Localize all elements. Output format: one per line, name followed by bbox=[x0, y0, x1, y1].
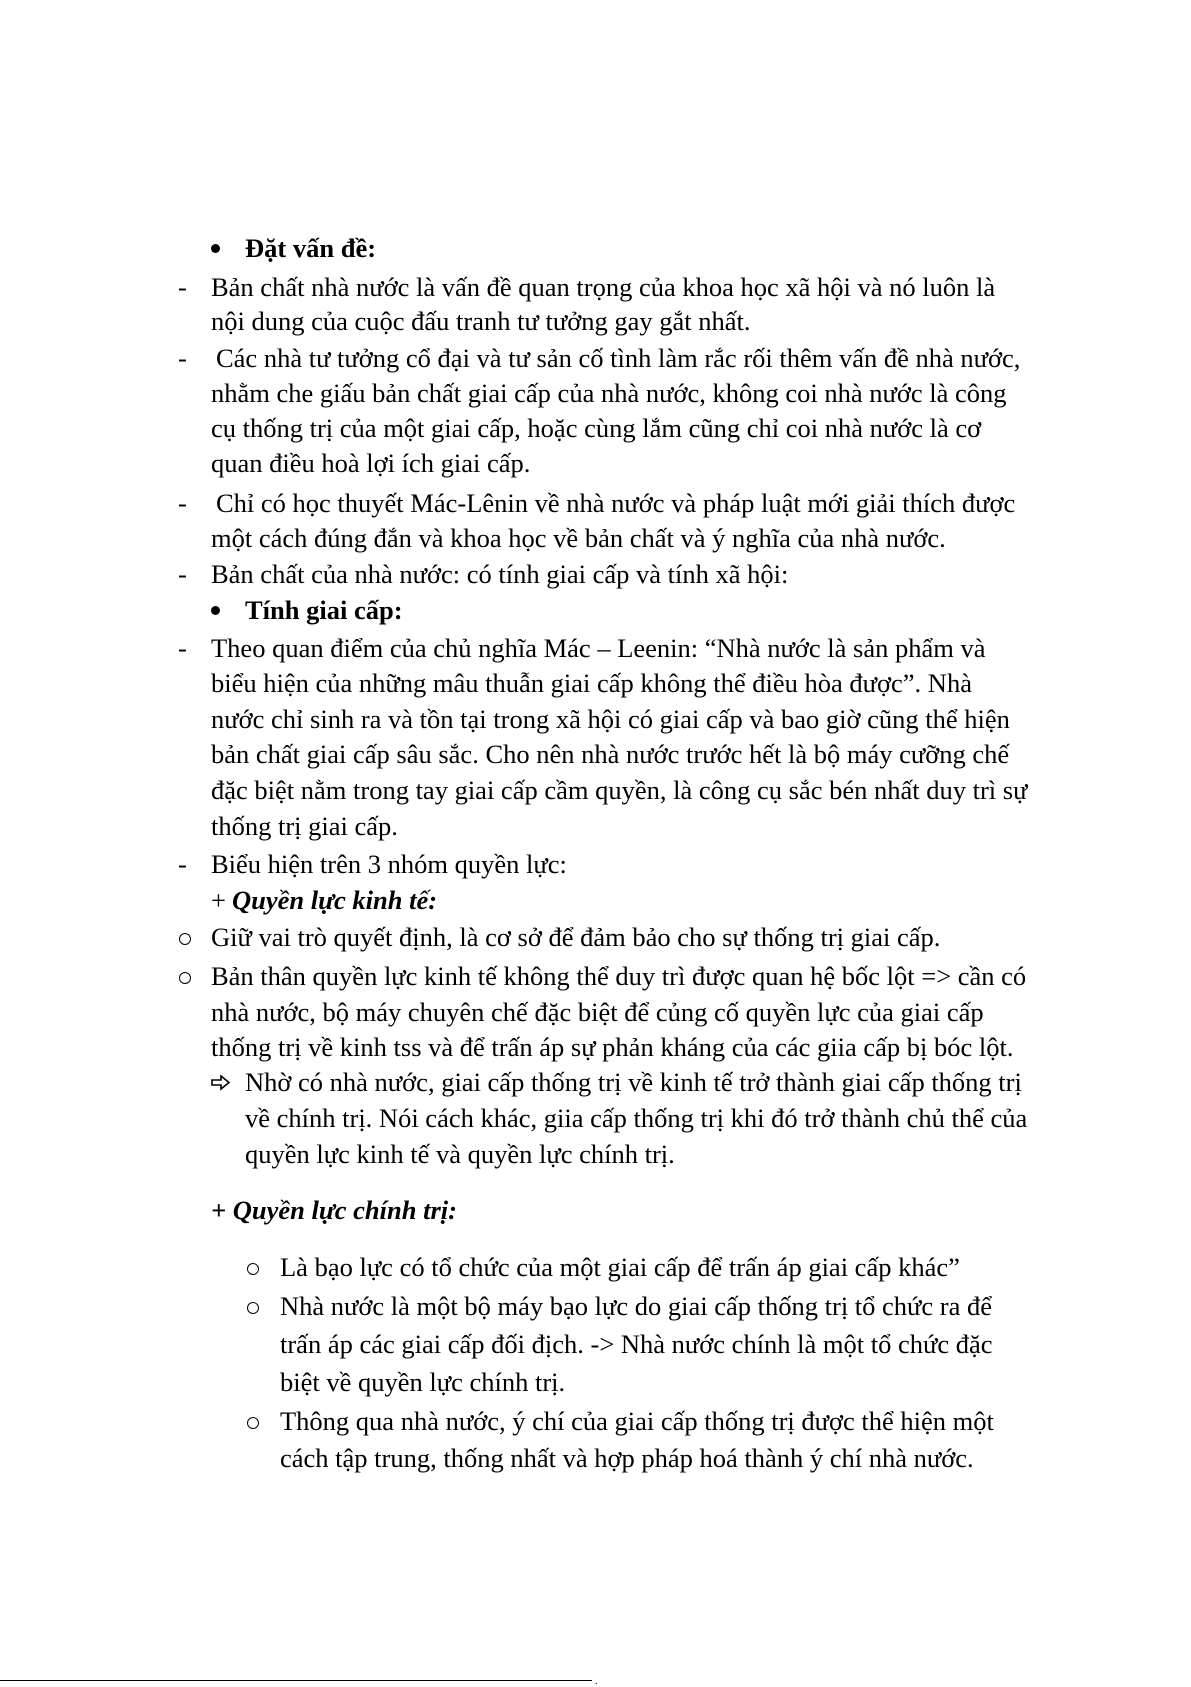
circle-bullet-icon bbox=[247, 1302, 259, 1314]
list-item-text: quyền lực kinh tế và quyền lực chính trị. bbox=[245, 1139, 675, 1169]
list-item bbox=[0, 1404, 1191, 1439]
list-item-text: quan điều hoà lợi ích giai cấp. bbox=[211, 448, 531, 478]
list-item-continuation bbox=[0, 995, 1191, 1030]
list-item-continuation bbox=[0, 809, 1191, 844]
list-item bbox=[0, 557, 1191, 592]
dash-marker: - bbox=[178, 488, 187, 518]
list-item-continuation bbox=[0, 411, 1191, 446]
list-item-continuation bbox=[0, 1101, 1191, 1136]
list-item-text: Giữ vai trò quyết định, là cơ sở để đảm bảo cho sự thống trị giai cấp. bbox=[211, 922, 941, 952]
list-item-text: Các nhà tư tưởng cổ đại và tư sản cố tình làm rắc rối thêm vấn đề nhà nước, bbox=[216, 343, 1021, 373]
list-item-continuation bbox=[0, 521, 1191, 556]
list-item-continuation bbox=[0, 1327, 1191, 1362]
dash-marker: - bbox=[178, 559, 187, 589]
bullet-dot-icon bbox=[211, 606, 220, 615]
list-item-continuation bbox=[0, 446, 1191, 481]
list-item-text: thống trị về kinh tss và để trấn áp sự phản kháng của các giia cấp bị bóc lột. bbox=[211, 1032, 1014, 1062]
list-item-text: Là bạo lực có tổ chức của một giai cấp để trấn áp giai cấp khác” bbox=[280, 1252, 960, 1282]
bullet-dot-icon bbox=[211, 244, 220, 253]
list-item-text: Thông qua nhà nước, ý chí của giai cấp thống trị được thể hiện một bbox=[280, 1406, 994, 1436]
list-item bbox=[0, 1250, 1191, 1285]
list-item-text: cụ thống trị của một giai cấp, hoặc cùng lắm cũng chỉ coi nhà nước là cơ bbox=[211, 413, 982, 443]
list-item bbox=[0, 920, 1191, 955]
list-item-continuation bbox=[0, 304, 1191, 339]
list-item-text: nội dung của cuộc đấu tranh tư tưởng gay gắt nhất. bbox=[211, 306, 751, 336]
circle-bullet-icon bbox=[179, 933, 191, 945]
list-item-continuation bbox=[0, 1137, 1191, 1172]
list-item-text: trấn áp các giai cấp đối địch. -> Nhà nước chính là một tổ chức đặc bbox=[280, 1329, 993, 1359]
list-item-text: nhằm che giấu bản chất giai cấp của nhà nước, không coi nhà nước là công bbox=[211, 378, 1007, 408]
circle-bullet-icon bbox=[247, 1417, 259, 1429]
footer-mark: . bbox=[595, 1676, 598, 1687]
subheading-text: Quyền lực kinh tế: bbox=[232, 885, 438, 915]
footer-divider bbox=[0, 1680, 592, 1681]
dash-marker: - bbox=[178, 849, 187, 879]
list-item-text: Bản chất nhà nước là vấn đề quan trọng của khoa học xã hội và nó luôn là bbox=[211, 272, 996, 302]
subheading-quyen-luc-chinh-tri bbox=[0, 1193, 1191, 1228]
list-item-text: Nhờ có nhà nước, giai cấp thống trị về kinh tế trở thành giai cấp thống trị bbox=[245, 1067, 1022, 1097]
list-item-text: Chỉ có học thuyết Mác-Lênin về nhà nước và pháp luật mới giải thích được bbox=[216, 488, 1016, 518]
list-item-text: biệt về quyền lực chính trị. bbox=[280, 1367, 566, 1397]
list-item-text: Nhà nước là một bộ máy bạo lực do giai cấp thống trị tổ chức ra để bbox=[280, 1291, 993, 1321]
list-item-text: Bản thân quyền lực kinh tế không thể duy trì được quan hệ bốc lột => cần có bbox=[211, 961, 1027, 991]
arrow-right-icon bbox=[211, 1074, 231, 1091]
list-item bbox=[0, 631, 1191, 666]
list-item-continuation bbox=[0, 702, 1191, 737]
heading-text: Tính giai cấp: bbox=[245, 595, 403, 625]
subheading-quyen-luc-kinh-te bbox=[0, 883, 1191, 918]
list-item-text: biểu hiện của những mâu thuẫn giai cấp không thể điều hòa được”. Nhà bbox=[211, 668, 972, 698]
circle-bullet-icon bbox=[179, 972, 191, 984]
subheading-prefix: + bbox=[211, 885, 226, 915]
dash-marker: - bbox=[178, 633, 187, 663]
list-item-text: về chính trị. Nói cách khác, giia cấp thống trị khi đó trở thành chủ thể của bbox=[245, 1103, 1028, 1133]
list-item bbox=[0, 847, 1191, 882]
list-item-text: Bản chất của nhà nước: có tính giai cấp và tính xã hội: bbox=[211, 559, 789, 589]
list-item-text: đặc biệt nằm trong tay giai cấp cầm quyền, là công cụ sắc bén nhất duy trì sự bbox=[211, 775, 1028, 805]
list-item-continuation bbox=[0, 666, 1191, 701]
circle-bullet-icon bbox=[247, 1263, 259, 1275]
list-item-text: thống trị giai cấp. bbox=[211, 811, 398, 841]
list-item bbox=[0, 341, 1191, 376]
list-item-continuation bbox=[0, 737, 1191, 772]
list-item bbox=[0, 1289, 1191, 1324]
list-item-continuation bbox=[0, 773, 1191, 808]
heading-tinh-giai-cap bbox=[0, 593, 1191, 628]
list-item bbox=[0, 270, 1191, 305]
list-item-text: nhà nước, bộ máy chuyên chế đặc biệt để củng cố quyền lực của giai cấp bbox=[211, 997, 984, 1027]
list-item-text: bản chất giai cấp sâu sắc. Cho nên nhà nước trước hết là bộ máy cưỡng chế bbox=[211, 739, 1010, 769]
list-item-continuation bbox=[0, 376, 1191, 411]
list-item bbox=[0, 486, 1191, 521]
list-item-continuation bbox=[0, 1441, 1191, 1476]
list-item-text: nước chỉ sinh ra và tồn tại trong xã hội có giai cấp và bao giờ cũng thể hiện bbox=[211, 704, 1010, 734]
list-item-text: cách tập trung, thống nhất và hợp pháp hoá thành ý chí nhà nước. bbox=[280, 1443, 974, 1473]
list-item-text: Theo quan điểm của chủ nghĩa Mác – Leenin: “Nhà nước là sản phẩm và bbox=[211, 633, 986, 663]
heading-dat-van-de bbox=[0, 231, 1191, 266]
dash-marker: - bbox=[178, 272, 187, 302]
list-item-continuation bbox=[0, 1365, 1191, 1400]
list-item-continuation bbox=[0, 1030, 1191, 1065]
list-item bbox=[0, 959, 1191, 994]
dash-marker: - bbox=[178, 343, 187, 373]
list-item-text: một cách đúng đắn và khoa học về bản chất và ý nghĩa của nhà nước. bbox=[211, 523, 946, 553]
subheading-text: + Quyền lực chính trị: bbox=[211, 1195, 457, 1225]
list-item-text: Biểu hiện trên 3 nhóm quyền lực: bbox=[211, 849, 567, 879]
heading-text: Đặt vấn đề: bbox=[245, 233, 377, 263]
list-item bbox=[0, 1065, 1191, 1100]
